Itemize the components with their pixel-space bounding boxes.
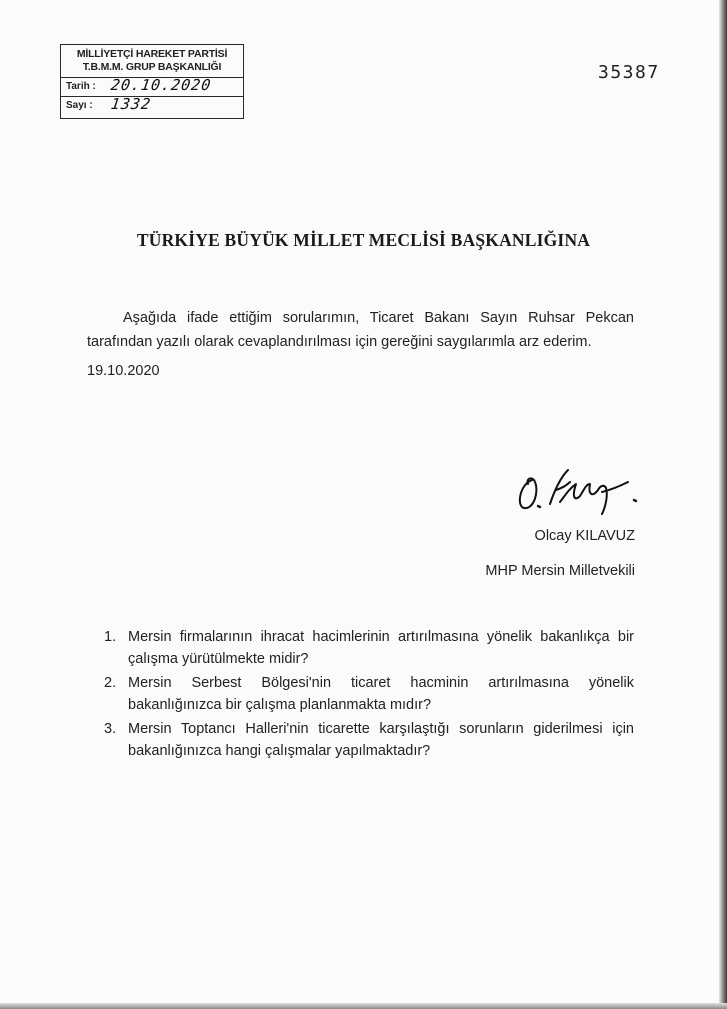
question-text: Mersin Serbest Bölgesi'nin ticaret hacminin artırılmasına yönelik bakanlığınızca bir çalışma planlanmakta mıdır? [128, 675, 634, 713]
scan-edge-right [719, 0, 727, 1009]
scan-edge-bottom [0, 1003, 727, 1009]
body-paragraph: Aşağıda ifade ettiğim sorularımın, Ticaret Bakanı Sayın Ruhsar Pekcan tarafından yazılı olarak cevaplandırılması için gereğini saygılarımla arz ederim. [87, 310, 634, 350]
handwritten-signature [510, 462, 645, 522]
document-number: 35387 [598, 62, 660, 83]
question-number: 2. [104, 675, 117, 691]
question-text: Mersin firmalarının ihracat hacimlerinin artırılmasına yönelik bakanlıkça bir çalışma yürütülmekte midir? [128, 629, 634, 667]
stamp-number-value: 1332 [109, 95, 153, 113]
stamp-line-2: T.B.M.M. GRUP BAŞKANLIĞI [82, 61, 222, 73]
stamp-number-row [60, 97, 244, 119]
document-title: TÜRKİYE BÜYÜK MİLLET MECLİSİ BAŞKANLIĞINA [136, 230, 591, 250]
letter-date: 19.10.2020 [87, 363, 160, 379]
question-text: Mersin Toptancı Halleri'nin ticarette karşılaştığı sorunların giderilmesi için bakanlığınızca hangi çalışmalar yapılmaktadır? [128, 721, 634, 759]
question-item [104, 626, 634, 670]
stamp-date-value: 20.10.2020 [109, 76, 213, 94]
signer-name: Olcay KILAVUZ [534, 528, 635, 544]
stamp-header [60, 44, 244, 78]
question-number: 3. [104, 721, 117, 737]
question-item [104, 672, 634, 716]
question-item [104, 718, 634, 762]
question-number: 1. [104, 629, 117, 645]
stamp-line-1: MİLLİYETÇİ HAREKET PARTİSİ [76, 48, 228, 60]
stamp-number-label: Sayı : [66, 100, 93, 111]
signer-title: MHP Mersin Milletvekili [485, 563, 635, 579]
party-stamp [60, 44, 246, 122]
question-list [104, 626, 634, 764]
stamp-date-label: Tarih : [66, 81, 96, 92]
